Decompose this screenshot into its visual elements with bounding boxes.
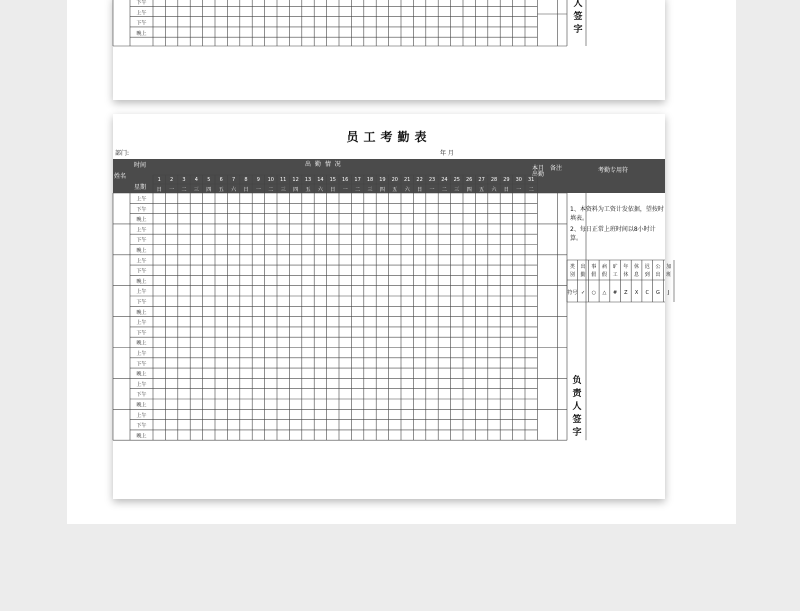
weekday-label: 日 (243, 187, 249, 193)
weekday-label: 三 (367, 187, 373, 193)
attendance-sheet (113, 114, 672, 499)
weekday-label: 六 (317, 187, 323, 193)
weekday-label: 六 (404, 187, 410, 193)
prev-period-label: 晚上 (136, 30, 147, 37)
dept-label: 部门: (115, 150, 130, 157)
day-number: 4 (194, 177, 198, 183)
symbol-type-label: 假 (601, 272, 607, 278)
weekday-label: 二 (181, 187, 187, 193)
day-number: 18 (366, 177, 374, 183)
day-number: 24 (441, 177, 448, 183)
period-label: 上午 (136, 320, 147, 327)
attendance-grid (113, 114, 672, 499)
symbol-type-label: 事 (591, 264, 597, 270)
day-number: 16 (342, 177, 349, 183)
symbol-mark: # (613, 290, 618, 296)
period-label: 晚上 (136, 433, 147, 440)
weekday-label: 五 (218, 187, 224, 193)
symbol-mark: Z (624, 290, 628, 296)
day-number: 23 (428, 177, 436, 183)
signature-label: 负责人签字 (572, 376, 582, 438)
day-number: 5 (207, 177, 211, 183)
symbol-mark: C (645, 290, 649, 296)
symbol-mark: ✓ (580, 290, 586, 296)
weekday-label: 一 (169, 187, 175, 193)
prev-period-label: 上午 (136, 10, 147, 17)
year-month-label: 年 月 (440, 150, 454, 157)
weekday-label: 二 (355, 187, 361, 193)
period-label: 晚上 (136, 402, 147, 409)
symbol-type-label: 到 (644, 272, 650, 278)
day-number: 22 (416, 177, 423, 183)
symbol-mark: △ (602, 290, 607, 296)
page-title: 员工考勤表 (346, 130, 432, 144)
period-label: 晚上 (136, 217, 147, 224)
prev-period-label: 下午 (136, 0, 147, 6)
day-number: 7 (232, 177, 236, 183)
period-label: 上午 (136, 258, 147, 265)
weekday-label: 二 (441, 187, 447, 193)
symbol-type-label: 旷 (612, 264, 618, 270)
symbol-mark: X (634, 290, 639, 296)
previous-sheet (113, 0, 665, 100)
symbol-mark: ○ (591, 290, 596, 296)
day-number: 9 (256, 177, 260, 183)
weekday-label: 五 (305, 187, 311, 193)
day-number: 25 (453, 177, 460, 183)
period-label: 上午 (136, 412, 147, 419)
header-monthly: 本月出勤 (531, 165, 544, 178)
day-number: 8 (244, 177, 248, 183)
period-label: 上午 (136, 227, 147, 234)
symbol-type-label: 迟 (644, 264, 650, 270)
period-label: 上午 (136, 289, 147, 296)
weekday-label: 五 (392, 187, 398, 193)
day-number: 21 (404, 177, 411, 183)
weekday-label: 日 (503, 187, 509, 193)
weekday-label: 六 (231, 187, 237, 193)
day-number: 13 (304, 177, 312, 183)
weekday-label: 六 (491, 187, 497, 193)
day-number: 2 (170, 177, 174, 183)
weekday-label: 三 (280, 187, 286, 193)
weekday-label: 四 (379, 187, 385, 193)
symbol-type-label: 出 (655, 272, 661, 278)
symbol-type-label: 年 (623, 264, 629, 270)
symbol-type-label: 休 (623, 272, 629, 278)
day-number: 20 (391, 177, 398, 183)
day-number: 30 (515, 177, 522, 183)
symbol-type-label: 工 (612, 272, 618, 278)
weekday-label: 日 (330, 187, 336, 193)
day-number: 19 (379, 177, 386, 183)
header-time: 时间 (134, 162, 147, 169)
period-label: 下午 (136, 361, 147, 368)
weekday-label: 一 (429, 187, 435, 193)
day-number: 29 (503, 177, 510, 183)
day-number: 31 (528, 177, 535, 183)
period-label: 下午 (136, 237, 147, 244)
symbol-type-label: 类 (569, 264, 575, 270)
note-1: 1、本资料为工资计发依据，望按时填表。 (570, 206, 664, 222)
period-label: 晚上 (136, 340, 147, 347)
weekday-label: 一 (342, 187, 348, 193)
day-number: 11 (280, 177, 287, 183)
symbol-mark: G (656, 290, 660, 296)
weekday-label: 一 (255, 187, 261, 193)
note-2: 2、每日正常上班时间以8小时计算。 (570, 226, 656, 242)
period-label: 上午 (136, 381, 147, 388)
day-number: 14 (317, 177, 324, 183)
period-label: 晚上 (136, 371, 147, 378)
day-number: 10 (267, 177, 274, 183)
period-label: 晚上 (136, 309, 147, 316)
period-label: 下午 (136, 299, 147, 306)
period-label: 下午 (136, 268, 147, 275)
day-number: 1 (157, 177, 161, 183)
weekday-label: 日 (417, 187, 423, 193)
day-number: 27 (478, 177, 485, 183)
symbol-mark: 符号 (567, 290, 578, 296)
weekday-label: 一 (516, 187, 522, 193)
period-label: 下午 (136, 206, 147, 213)
symbol-type-label: 别 (569, 272, 575, 278)
day-number: 26 (466, 177, 473, 183)
weekday-label: 三 (193, 187, 199, 193)
weekday-label: 三 (454, 187, 460, 193)
weekday-label: 五 (479, 187, 485, 193)
weekday-label: 二 (528, 187, 534, 193)
symbol-type-label: 公 (655, 264, 661, 270)
day-number: 15 (329, 177, 336, 183)
symbol-type-label: 班 (666, 272, 672, 278)
symbol-type-label: 勤 (580, 272, 586, 278)
header-attendance: 出 勤 情 况 (305, 161, 342, 168)
weekday-label: 四 (206, 187, 212, 193)
day-number: 17 (354, 177, 361, 183)
period-label: 上午 (136, 196, 147, 203)
period-label: 上午 (136, 351, 147, 357)
weekday-label: 二 (268, 187, 274, 193)
symbol-mark: J (667, 290, 670, 296)
symbol-type-label: 息 (634, 272, 640, 278)
symbol-type-label: 休 (634, 264, 640, 270)
day-number: 12 (292, 177, 299, 183)
prev-period-label: 下午 (136, 20, 147, 27)
period-label: 下午 (136, 330, 147, 337)
period-label: 晚上 (136, 278, 147, 285)
header-name: 姓名 (114, 173, 127, 180)
weekday-label: 四 (293, 187, 299, 193)
day-number: 3 (182, 177, 186, 183)
weekday-label: 日 (156, 187, 162, 193)
symbol-type-label: 病 (601, 264, 607, 270)
header-symbols: 考勤专用符 (598, 167, 629, 174)
symbol-type-label: 假 (591, 272, 597, 278)
previous-signature: 人签字 (573, 0, 583, 35)
period-label: 晚上 (136, 248, 147, 254)
period-label: 下午 (136, 392, 147, 399)
symbol-type-label: 出 (580, 264, 586, 270)
symbol-type-label: 加 (666, 264, 672, 270)
header-remarks: 备注 (550, 165, 563, 172)
day-number: 6 (219, 177, 223, 183)
day-number: 28 (490, 177, 498, 183)
header-week: 星期 (134, 184, 147, 191)
weekday-label: 四 (466, 187, 472, 193)
period-label: 下午 (136, 423, 147, 430)
